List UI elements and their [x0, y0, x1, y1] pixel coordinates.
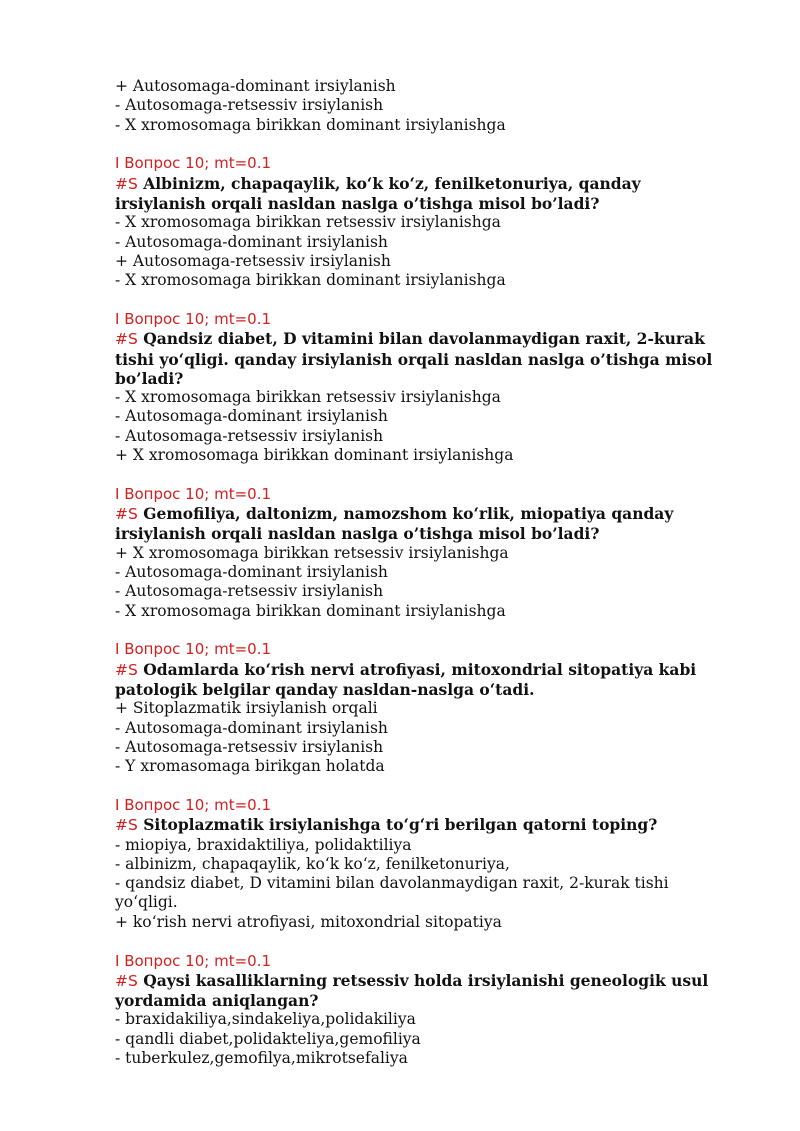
answer-option: + ko‘rish nervi atrofiyasi, mitoxondrial sitopatiya: [115, 912, 502, 931]
question-header: I Вопрос 10; mt=0.1: [115, 640, 272, 659]
answer-option: - Autosomaga-retsessiv irsiylanish: [115, 582, 384, 601]
answer-option: - X xromosomaga birikkan dominant irsiylanishga: [115, 271, 506, 290]
answer-option: - Autosomaga-retsessiv irsiylanish: [115, 426, 384, 445]
question-text: [115, 174, 715, 214]
answer-option: - X xromosomaga birikkan dominant irsiylanishga: [115, 601, 506, 620]
answer-option: - Autosomaga-dominant irsiylanish: [115, 407, 388, 426]
answer-option: - qandli diabet,polidakteliya,gemofiliya: [115, 1029, 421, 1048]
answer-option: - Autosomaga-dominant irsiylanish: [115, 563, 388, 582]
answer-option: - albinizm, chapaqaylik, ko‘k ko‘z, fenilketonuriya,: [115, 854, 510, 873]
question-block: [115, 796, 715, 932]
answer-option: - braxidakiliya,sindakeliya,polidakiliya: [115, 1010, 416, 1029]
answer-option: - qandsiz diabet, D vitamini bilan davolanmaydigan raxit, 2-kurak tishi yo‘qligi.: [115, 874, 669, 912]
question-header: I Вопрос 10; mt=0.1: [115, 309, 272, 328]
question-tag: #S: [115, 660, 138, 679]
answer-option: + Sitoplazmatik irsiylanish orqali: [115, 699, 378, 718]
question-body: Gemofiliya, daltonizm, namozshom ko‘rlik, miopatiya qanday irsiylanish orqali nasldan naslga o’tishga misol bo’ladi?: [115, 504, 674, 544]
question-block: [115, 952, 715, 1069]
answer-option: + X xromosomaga birikkan retsessiv irsiylanishga: [115, 543, 509, 562]
question-tag: #S: [115, 330, 138, 349]
answer-option: - Autosomaga-retsessiv irsiylanish: [115, 737, 384, 756]
answer-option: + Autosomaga-dominant irsiylanish: [115, 77, 396, 95]
answer-option: - X xromosomaga birikkan dominant irsiylanishga: [115, 115, 506, 134]
question-text: [115, 504, 715, 544]
document-page: [115, 77, 715, 1088]
question-body: Qaysi kasalliklarning retsessiv holda irsiylanishi geneologik usul yordamida aniqlangan?: [115, 970, 709, 1011]
answer-option: - Autosomaga-retsessiv irsiylanish: [115, 96, 384, 115]
question-body: Qandsiz diabet, D vitamini bilan davolanmaydigan raxit, 2-kurak tishi yo‘qligi. qanday irsiylanish orqali nasldan naslga o’tishga misol bo’ladi?: [115, 329, 713, 388]
answer-option: - Autosomaga-dominant irsiylanish: [115, 718, 388, 737]
question-text: [115, 815, 715, 835]
question-text: [115, 971, 715, 1011]
question-header: I Вопрос 10; mt=0.1: [115, 951, 272, 970]
question-block: [115, 640, 715, 776]
question-tag: #S: [115, 816, 138, 835]
question-block: [115, 485, 715, 621]
question-block: [115, 154, 715, 290]
question-block: [115, 310, 715, 465]
question-header: I Вопрос 10; mt=0.1: [115, 154, 272, 173]
answer-option: - X xromosomaga birikkan retsessiv irsiylanishga: [115, 388, 501, 407]
answer-option: + X xromosomaga birikkan dominant irsiylanishga: [115, 446, 514, 465]
question-header: I Вопрос 10; mt=0.1: [115, 796, 272, 814]
answer-option: - Y xromasomaga birikgan holatda: [115, 757, 385, 776]
question-header: I Вопрос 10; mt=0.1: [115, 484, 272, 503]
answer-option: - X xromosomaga birikkan retsessiv irsiylanishga: [115, 213, 501, 232]
question-text: [115, 329, 715, 388]
answer-option: - miopiya, braxidaktiliya, polidaktiliya: [115, 835, 412, 854]
answer-option: - Autosomaga-dominant irsiylanish: [115, 232, 388, 251]
question-body: Odamlarda ko‘rish nervi atrofiyasi, mitoxondrial sitopatiya kabi patologik belgilar qanday nasldan-naslga o‘tadi.: [115, 659, 697, 700]
answer-option: + Autosomaga-retsessiv irsiylanish: [115, 251, 391, 270]
intro-options: [115, 77, 715, 135]
question-tag: #S: [115, 174, 138, 193]
question-tag: #S: [115, 971, 138, 990]
answer-option: - tuberkulez,gemofilya,mikrotsefaliya: [115, 1049, 408, 1068]
question-tag: #S: [115, 505, 138, 524]
question-body: Sitoplazmatik irsiylanishga to‘g‘ri berilgan qatorni toping?: [143, 815, 658, 835]
question-text: [115, 660, 715, 700]
question-body: Albinizm, chapaqaylik, ko‘k ko‘z, fenilketonuriya, qanday irsiylanish orqali nasldan naslga o’tishga misol bo’ladi?: [115, 173, 641, 213]
